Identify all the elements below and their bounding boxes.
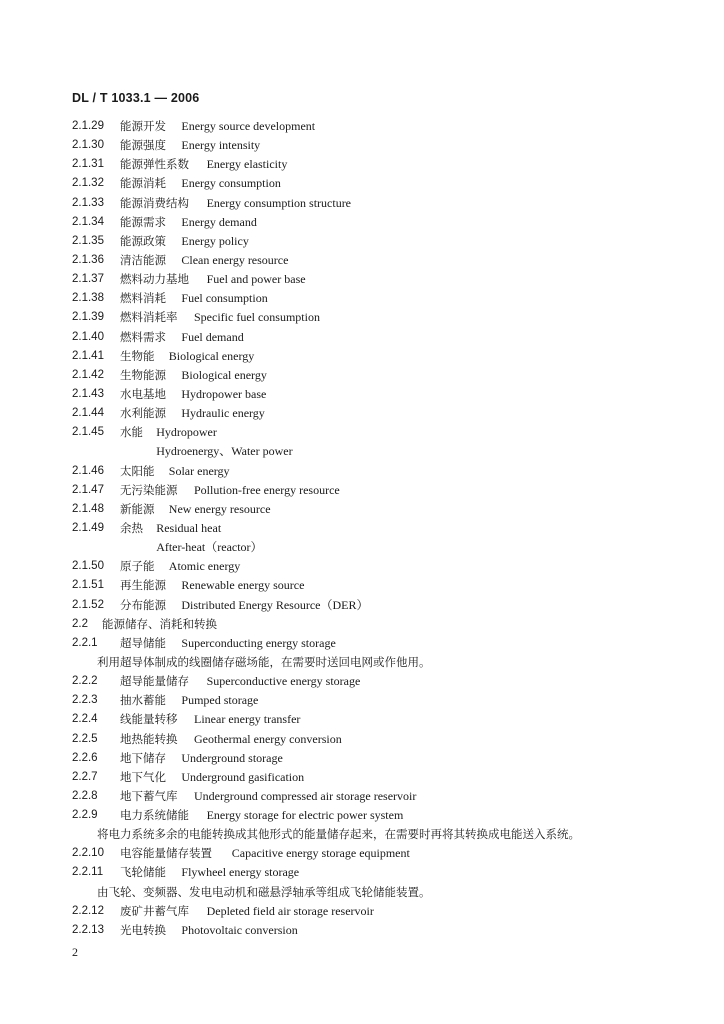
term-chinese: 能源需求 [120, 214, 166, 229]
term-entry [0, 691, 724, 710]
term-chinese: 分布能源 [120, 597, 166, 612]
term-entry [0, 806, 724, 825]
term-chinese: 超导能量储存 [120, 674, 189, 689]
term-english: Biological energy [168, 348, 255, 363]
term-english-alt: Hydroenergy、Water power [156, 444, 293, 459]
term-chinese: 燃料动力基地 [120, 272, 189, 287]
term-number: 2.1.52 [72, 598, 104, 611]
term-number: 2.1.40 [72, 330, 104, 343]
term-entry [0, 174, 724, 193]
term-chinese: 地热能转换 [120, 731, 178, 746]
term-chinese: 地下储存 [120, 750, 166, 765]
term-entry [0, 155, 724, 174]
term-english: Energy consumption [181, 176, 281, 191]
term-english: Specific fuel consumption [194, 310, 320, 325]
term-chinese: 能源消耗 [120, 176, 166, 191]
term-chinese: 水利能源 [120, 406, 166, 421]
term-number: 2.2.10 [72, 847, 104, 860]
term-number: 2.1.31 [72, 158, 104, 171]
term-entry [0, 232, 724, 251]
term-chinese: 余热 [120, 520, 143, 535]
term-number: 2.1.29 [72, 120, 104, 132]
term-english: Clean energy resource [181, 252, 289, 267]
term-number: 2.1.39 [72, 311, 104, 324]
term-entry [0, 519, 724, 538]
term-english: Energy consumption structure [206, 195, 352, 210]
term-english: Energy demand [181, 214, 257, 229]
term-english: Underground compressed air storage reservoir [194, 788, 417, 803]
term-number: 2.2.1 [72, 636, 98, 649]
term-number: 2.1.42 [72, 368, 104, 381]
term-chinese: 地下蓄气库 [120, 788, 178, 803]
term-chinese: 再生能源 [120, 578, 166, 593]
term-chinese: 生物能 [120, 348, 155, 363]
term-number: 2.1.43 [72, 387, 104, 400]
term-english: New energy resource [168, 501, 271, 516]
term-entry [0, 825, 724, 844]
term-entry [0, 462, 724, 481]
term-chinese: 原子能 [120, 559, 155, 574]
term-definition: 将电力系统多余的电能转换成其他形式的能量储存起来，在需要时再将其转换成电能送入系统。 [97, 827, 580, 842]
term-chinese: 光电转换 [120, 922, 166, 937]
term-entry [0, 117, 724, 136]
term-entry [0, 921, 724, 940]
term-entry [0, 328, 724, 347]
term-entry [0, 768, 724, 787]
term-number: 2.2.11 [72, 866, 104, 879]
term-entry [0, 615, 724, 634]
term-chinese: 电力系统储能 [120, 808, 189, 823]
term-chinese: 水能 [120, 425, 143, 440]
term-entry [0, 902, 724, 921]
term-chinese: 清洁能源 [120, 252, 166, 267]
term-english: Linear energy transfer [194, 712, 301, 727]
term-entry [0, 844, 724, 863]
term-number: 2.1.50 [72, 560, 104, 573]
term-english: Geothermal energy conversion [194, 731, 342, 746]
term-definition: 由飞轮、变频器、发电电动机和磁悬浮轴承等组成飞轮储能装置。 [97, 884, 431, 899]
term-chinese: 能源开发 [120, 119, 166, 133]
term-english: Flywheel energy storage [181, 865, 300, 880]
term-entry [0, 251, 724, 270]
term-entry [0, 423, 724, 442]
term-number: 2.2 [72, 617, 88, 630]
term-number: 2.1.44 [72, 407, 104, 420]
term-english: Capacitive energy storage equipment [231, 846, 410, 861]
term-chinese: 废矿井蓄气库 [120, 903, 189, 918]
term-entry [0, 347, 724, 366]
term-english: Hydropower base [181, 386, 267, 401]
term-number: 2.2.8 [72, 789, 98, 802]
term-entry [0, 442, 724, 461]
standard-code-header: DL / T 1033.1 — 2006 [72, 91, 200, 105]
term-chinese: 能源弹性系数 [120, 157, 189, 172]
term-english: Hydropower [156, 425, 217, 440]
term-english: Energy policy [181, 233, 249, 248]
term-english: Photovoltaic conversion [181, 922, 298, 937]
term-english: Biological energy [181, 367, 267, 382]
term-number: 2.2.3 [72, 694, 98, 707]
term-english-alt: After-heat（reactor） [156, 540, 263, 555]
section-title: 能源储存、消耗和转换 [102, 616, 217, 631]
term-entry [0, 749, 724, 768]
term-english: Hydraulic energy [181, 406, 265, 421]
term-number: 2.1.49 [72, 521, 104, 534]
term-entry [0, 308, 724, 327]
term-entry [0, 710, 724, 729]
term-entry [0, 404, 724, 423]
term-number: 2.1.51 [72, 579, 104, 592]
term-number: 2.1.35 [72, 234, 104, 247]
term-number: 2.2.7 [72, 770, 98, 783]
term-number: 2.2.9 [72, 809, 98, 822]
term-number: 2.1.45 [72, 426, 104, 439]
term-list [0, 117, 724, 940]
term-english: Superconductive energy storage [206, 674, 361, 689]
page-number: 2 [72, 945, 78, 959]
term-chinese: 电容能量储存装置 [120, 846, 212, 861]
term-number: 2.1.47 [72, 483, 104, 496]
term-entry [0, 730, 724, 749]
term-entry [0, 596, 724, 615]
term-chinese: 太阳能 [120, 463, 155, 478]
term-chinese: 能源消费结构 [120, 195, 189, 210]
term-number: 2.1.41 [72, 349, 104, 362]
term-chinese: 水电基地 [120, 386, 166, 401]
term-english: Solar energy [168, 463, 230, 478]
term-entry [0, 863, 724, 882]
term-english: Underground storage [181, 750, 283, 765]
term-number: 2.2.4 [72, 713, 98, 726]
term-chinese: 能源政策 [120, 233, 166, 248]
term-chinese: 燃料需求 [120, 329, 166, 344]
term-entry [0, 366, 724, 385]
term-number: 2.2.13 [72, 923, 104, 936]
term-chinese: 燃料消耗率 [120, 310, 178, 325]
term-chinese: 抽水蓄能 [120, 693, 166, 708]
term-english: Superconducting energy storage [181, 635, 336, 650]
term-entry [0, 653, 724, 672]
term-definition: 利用超导体制成的线圈储存磁场能，在需要时送回电网或作他用。 [97, 654, 431, 669]
term-english: Distributed Energy Resource（DER） [181, 597, 369, 612]
term-entry [0, 576, 724, 595]
term-number: 2.1.33 [72, 196, 104, 209]
term-english: Energy elasticity [206, 157, 288, 172]
term-entry [0, 270, 724, 289]
term-english: Underground gasification [181, 769, 305, 784]
term-english: Fuel consumption [181, 291, 268, 306]
term-entry [0, 883, 724, 902]
term-entry [0, 213, 724, 232]
term-english: Fuel demand [181, 329, 244, 344]
term-number: 2.2.6 [72, 751, 98, 764]
term-number: 2.1.34 [72, 215, 104, 228]
term-entry [0, 481, 724, 500]
term-english: Energy intensity [181, 138, 261, 153]
term-number: 2.1.46 [72, 464, 104, 477]
term-entry [0, 634, 724, 653]
term-english: Energy source development [181, 119, 316, 133]
term-number: 2.2.5 [72, 732, 98, 745]
term-number: 2.1.36 [72, 253, 104, 266]
term-entry [0, 289, 724, 308]
term-english: Pollution-free energy resource [194, 482, 340, 497]
term-entry [0, 500, 724, 519]
term-entry [0, 787, 724, 806]
term-number: 2.1.30 [72, 139, 104, 152]
term-entry [0, 136, 724, 155]
term-entry [0, 194, 724, 213]
term-chinese: 新能源 [120, 501, 155, 516]
term-english: Residual heat [156, 520, 222, 535]
term-chinese: 无污染能源 [120, 482, 178, 497]
term-entry [0, 672, 724, 691]
term-number: 2.1.37 [72, 273, 104, 286]
term-number: 2.1.38 [72, 292, 104, 305]
term-english: Depleted field air storage reservoir [206, 903, 374, 918]
term-entry [0, 385, 724, 404]
term-english: Fuel and power base [206, 272, 306, 287]
term-chinese: 能源强度 [120, 138, 166, 153]
term-chinese: 燃料消耗 [120, 291, 166, 306]
term-number: 2.2.2 [72, 675, 98, 688]
term-number: 2.2.12 [72, 904, 104, 917]
term-chinese: 生物能源 [120, 367, 166, 382]
term-english: Energy storage for electric power system [206, 808, 404, 823]
term-entry [0, 538, 724, 557]
term-english: Pumped storage [181, 693, 259, 708]
term-english: Atomic energy [168, 559, 241, 574]
term-chinese: 超导储能 [120, 635, 166, 650]
term-english: Renewable energy source [181, 578, 305, 593]
term-chinese: 地下气化 [120, 769, 166, 784]
term-chinese: 线能量转移 [120, 712, 178, 727]
term-entry [0, 557, 724, 576]
term-number: 2.1.32 [72, 177, 104, 190]
term-chinese: 飞轮储能 [120, 865, 166, 880]
term-number: 2.1.48 [72, 502, 104, 515]
